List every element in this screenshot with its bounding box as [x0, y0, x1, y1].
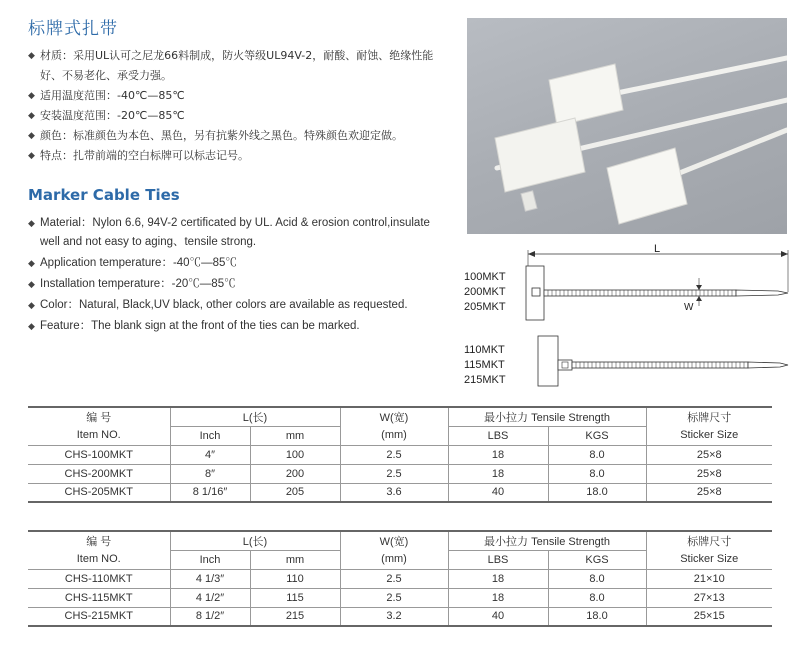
en-spec-item: ◆ Material：Nylon 6.6, 94V-2 certificated by UL. Acid & erosion control,insulate well and not easy to aging、tensile strong.	[28, 214, 448, 252]
dimension-length-label: L	[654, 243, 661, 255]
cell-mm: 100	[250, 445, 340, 464]
header-lbs: LBS	[448, 550, 548, 569]
english-spec-list	[28, 214, 448, 338]
header-inch: Inch	[170, 550, 250, 569]
model-label: 115MKT	[464, 359, 505, 371]
en-spec-item: ◆ Application temperature：-40℃—85℃	[28, 254, 448, 273]
cell-mm: 200	[250, 464, 340, 483]
table-row	[28, 445, 772, 464]
model-label: 215MKT	[464, 374, 506, 386]
cell-width: 3.2	[340, 607, 448, 626]
header-lbs: LBS	[448, 426, 548, 445]
en-spec-item: ◆ Feature：The blank sign at the front of the ties can be marked.	[28, 317, 448, 336]
dimension-diagram	[460, 240, 790, 390]
cell-lbs: 40	[448, 607, 548, 626]
header-mm: mm	[250, 550, 340, 569]
model-label: 200MKT	[464, 286, 506, 298]
cell-kgs: 18.0	[548, 607, 646, 626]
cn-spec-item: ◆ 材质：采用UL认可之尼龙66料制成，防火等级UL94V-2，耐酸、耐蚀、绝缘性能好、不易老化、承受力强。	[28, 46, 448, 86]
header-kgs: KGS	[548, 426, 646, 445]
cell-mm: 110	[250, 569, 340, 588]
cell-kgs: 8.0	[548, 588, 646, 607]
header-mm: mm	[250, 426, 340, 445]
chinese-spec-list	[28, 46, 448, 166]
dimension-width-label: W	[684, 302, 694, 313]
cell-inch: 4″	[170, 445, 250, 464]
header-length: L(长)	[170, 407, 340, 426]
cell-width: 2.5	[340, 445, 448, 464]
cell-mm: 115	[250, 588, 340, 607]
header-item-en: Item NO.	[28, 426, 170, 445]
header-inch: Inch	[170, 426, 250, 445]
header-item-en: Item NO.	[28, 550, 170, 569]
header-sticker-cn: 标牌尺寸	[646, 407, 772, 426]
header-width: W(宽)	[340, 407, 448, 426]
cell-inch: 4 1/3″	[170, 569, 250, 588]
product-photo	[467, 18, 787, 234]
cell-kgs: 18.0	[548, 483, 646, 502]
cn-spec-item: ◆ 特点：扎带前端的空白标牌可以标志记号。	[28, 146, 448, 166]
cell-lbs: 40	[448, 483, 548, 502]
cn-spec-item: ◆ 安装温度范围：-20℃—85℃	[28, 106, 448, 126]
table-row	[28, 607, 772, 626]
cell-lbs: 18	[448, 588, 548, 607]
model-label: 110MKT	[464, 344, 505, 356]
cell-sticker: 25×8	[646, 464, 772, 483]
cell-sticker: 25×8	[646, 445, 772, 464]
cell-sticker: 21×10	[646, 569, 772, 588]
cell-item: CHS-100MKT	[28, 445, 170, 464]
header-sticker-en: Sticker Size	[646, 426, 772, 445]
model-label: 100MKT	[464, 271, 506, 283]
model-label: 205MKT	[464, 301, 506, 313]
table-row	[28, 483, 772, 502]
cell-sticker: 25×8	[646, 483, 772, 502]
cell-kgs: 8.0	[548, 464, 646, 483]
cable-tie-drawing	[460, 240, 790, 390]
title-english: Marker Cable Ties	[28, 186, 180, 204]
cell-inch: 8 1/16″	[170, 483, 250, 502]
header-length: L(长)	[170, 531, 340, 550]
cell-mm: 215	[250, 607, 340, 626]
header-width-unit: (mm)	[340, 426, 448, 445]
en-spec-item: ◆ Color：Natural, Black,UV black, other colors are available as requested.	[28, 296, 448, 315]
cell-lbs: 18	[448, 445, 548, 464]
cell-item: CHS-215MKT	[28, 607, 170, 626]
cell-width: 2.5	[340, 588, 448, 607]
spec-table-2	[28, 530, 772, 627]
table-row	[28, 464, 772, 483]
spec-table-1	[28, 406, 772, 503]
header-sticker-en: Sticker Size	[646, 550, 772, 569]
cell-width: 3.6	[340, 483, 448, 502]
cell-inch: 4 1/2″	[170, 588, 250, 607]
cable-ties-illustration	[467, 18, 787, 234]
header-width: W(宽)	[340, 531, 448, 550]
title-chinese: 标牌式扎带	[28, 19, 118, 39]
cn-spec-item: ◆ 适用温度范围：-40℃—85℃	[28, 86, 448, 106]
cell-item: CHS-200MKT	[28, 464, 170, 483]
cell-item: CHS-205MKT	[28, 483, 170, 502]
header-tensile: 最小拉力 Tensile Strength	[448, 407, 646, 426]
header-width-unit: (mm)	[340, 550, 448, 569]
cell-sticker: 25×15	[646, 607, 772, 626]
cell-kgs: 8.0	[548, 445, 646, 464]
table-row	[28, 569, 772, 588]
cell-width: 2.5	[340, 569, 448, 588]
cell-width: 2.5	[340, 464, 448, 483]
header-item-cn: 编 号	[28, 407, 170, 426]
cell-inch: 8 1/2″	[170, 607, 250, 626]
header-kgs: KGS	[548, 550, 646, 569]
en-spec-item: ◆ Installation temperature：-20℃—85℃	[28, 275, 448, 294]
cell-lbs: 18	[448, 464, 548, 483]
cell-item: CHS-115MKT	[28, 588, 170, 607]
cell-mm: 205	[250, 483, 340, 502]
cell-kgs: 8.0	[548, 569, 646, 588]
cell-lbs: 18	[448, 569, 548, 588]
header-item-cn: 编 号	[28, 531, 170, 550]
cn-spec-item: ◆ 颜色：标准颜色为本色、黑色，另有抗紫外线之黑色。特殊颜色欢迎定做。	[28, 126, 448, 146]
header-tensile: 最小拉力 Tensile Strength	[448, 531, 646, 550]
header-sticker-cn: 标牌尺寸	[646, 531, 772, 550]
cell-sticker: 27×13	[646, 588, 772, 607]
cell-item: CHS-110MKT	[28, 569, 170, 588]
table-row	[28, 588, 772, 607]
cell-inch: 8″	[170, 464, 250, 483]
